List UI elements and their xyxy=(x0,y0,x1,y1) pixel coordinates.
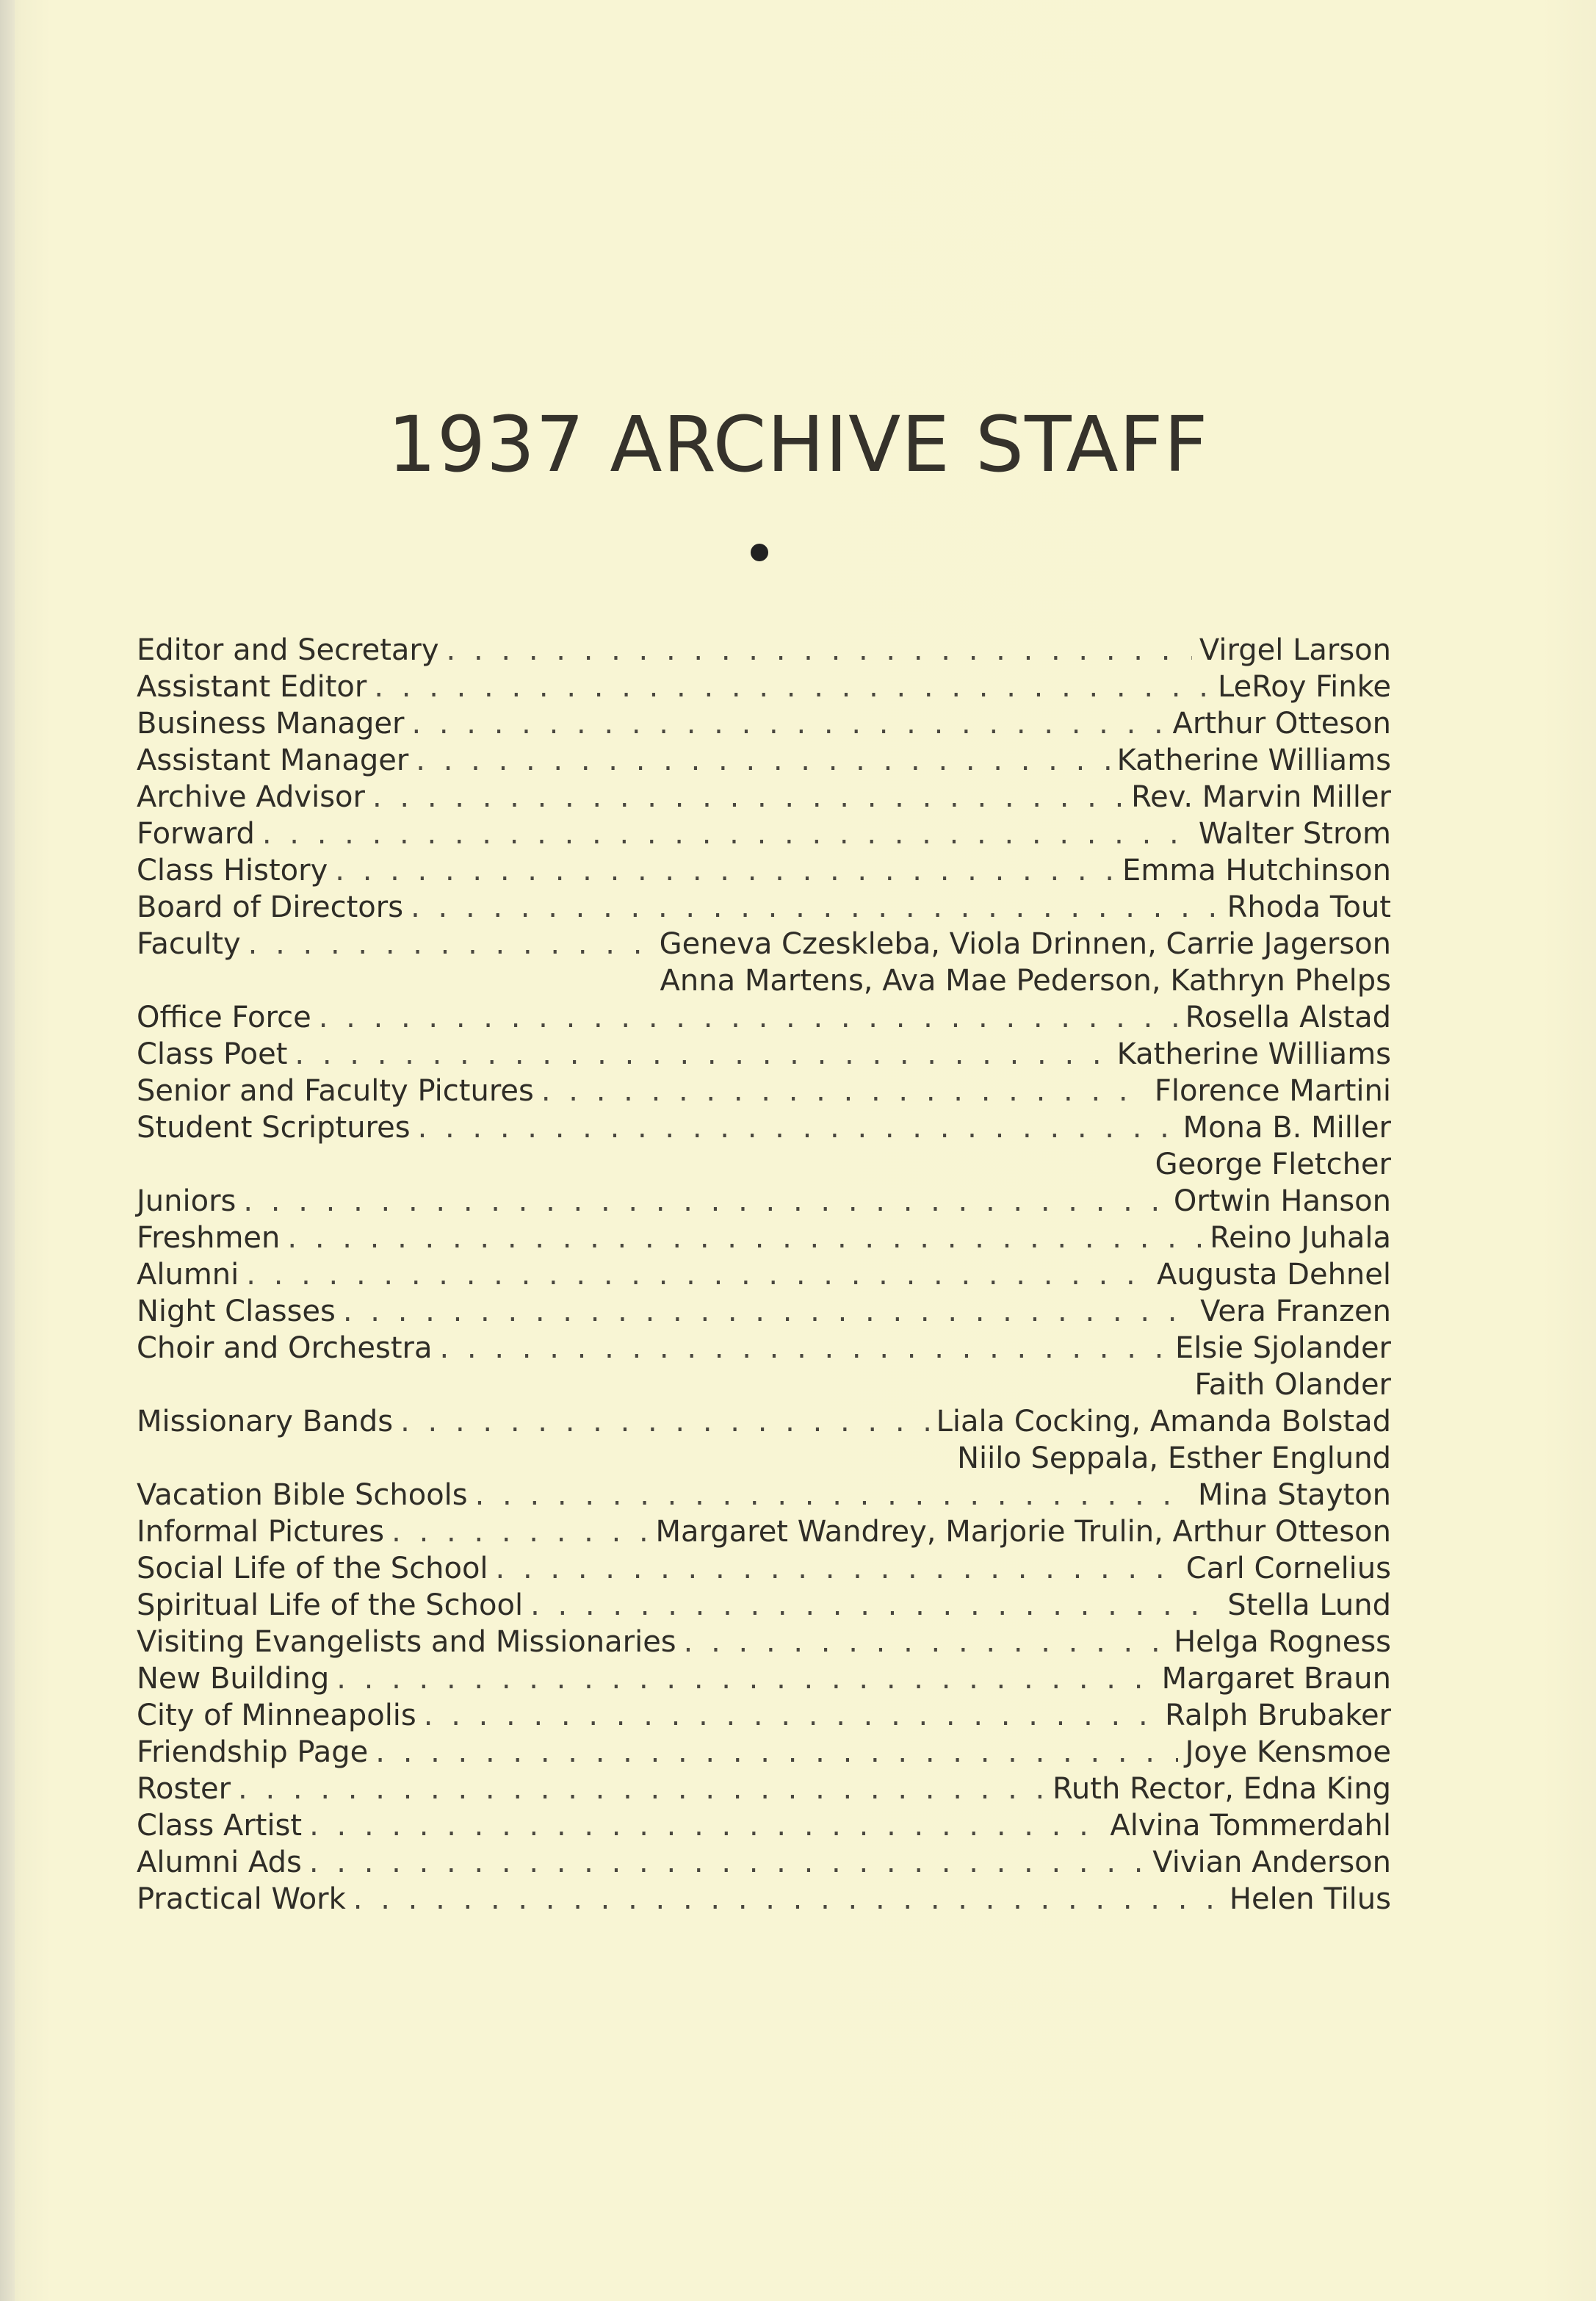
staff-entry-row xyxy=(137,1881,1391,1918)
staff-entry xyxy=(137,1220,1391,1256)
dot-leader xyxy=(336,1660,1154,1697)
staff-entry-row xyxy=(137,1293,1391,1330)
staff-role: New Building xyxy=(137,1662,330,1696)
staff-role: Choir and Orchestra xyxy=(137,1331,433,1365)
dot-leader xyxy=(374,669,1210,705)
staff-entry xyxy=(137,889,1391,926)
staff-entry-row xyxy=(137,1183,1391,1220)
staff-role: Alumni Ads xyxy=(137,1846,302,1879)
staff-entry-row xyxy=(137,889,1391,926)
staff-role: Informal Pictures xyxy=(137,1515,385,1549)
staff-name-continued: Niilo Seppala, Esther Englund xyxy=(957,1441,1391,1475)
staff-entry xyxy=(137,999,1391,1036)
staff-name: Margaret Braun xyxy=(1161,1662,1391,1696)
staff-name: Walter Strom xyxy=(1198,817,1391,851)
staff-name: Reino Juhala xyxy=(1210,1221,1391,1255)
staff-entry-row xyxy=(137,1587,1391,1624)
dot-leader xyxy=(309,1844,1145,1881)
staff-entry xyxy=(137,815,1391,852)
staff-entry-row xyxy=(137,669,1391,705)
staff-role: Student Scriptures xyxy=(137,1111,411,1145)
staff-entry xyxy=(137,1660,1391,1697)
staff-entry xyxy=(137,1183,1391,1220)
staff-name: LeRoy Finke xyxy=(1218,670,1391,704)
staff-role: Roster xyxy=(137,1772,231,1806)
staff-entry-row xyxy=(137,1513,1391,1550)
staff-entry-row xyxy=(137,1256,1391,1293)
staff-entry xyxy=(137,705,1391,742)
staff-role: Office Force xyxy=(137,1001,311,1034)
dot-leader xyxy=(319,999,1178,1036)
dot-leader xyxy=(353,1881,1222,1918)
dot-leader xyxy=(496,1550,1179,1587)
staff-entry-row xyxy=(137,999,1391,1036)
staff-entry xyxy=(137,1293,1391,1330)
dot-leader xyxy=(248,926,652,962)
staff-name: Emma Hutchinson xyxy=(1122,854,1391,887)
dot-leader xyxy=(411,705,1165,742)
staff-name: Mina Stayton xyxy=(1198,1478,1391,1512)
staff-name: Helen Tilus xyxy=(1229,1882,1391,1916)
staff-entry xyxy=(137,1477,1391,1513)
staff-role: Missionary Bands xyxy=(137,1405,394,1438)
staff-entry xyxy=(137,1734,1391,1771)
dot-leader xyxy=(439,1330,1167,1366)
staff-entry xyxy=(137,742,1391,779)
staff-entry-row xyxy=(137,815,1391,852)
staff-entry xyxy=(137,926,1391,999)
staff-entry xyxy=(137,1550,1391,1587)
staff-role: Friendship Page xyxy=(137,1735,369,1769)
staff-entry-row xyxy=(137,1109,1391,1146)
staff-entry xyxy=(137,1073,1391,1109)
staff-entry-row xyxy=(137,1771,1391,1807)
dot-leader xyxy=(424,1697,1158,1734)
staff-entry xyxy=(137,779,1391,815)
staff-name: Virgel Larson xyxy=(1199,633,1391,667)
staff-name-continued: George Fletcher xyxy=(1155,1148,1391,1181)
staff-name: Helga Rogness xyxy=(1174,1625,1391,1659)
dot-leader xyxy=(295,1036,1109,1073)
staff-entry-row xyxy=(137,1220,1391,1256)
staff-name: Geneva Czeskleba, Viola Drinnen, Carrie Jagerson xyxy=(659,927,1391,961)
staff-role: Night Classes xyxy=(137,1294,336,1328)
staff-role: Visiting Evangelists and Missionaries xyxy=(137,1625,676,1659)
staff-entry-row xyxy=(137,1036,1391,1073)
staff-role: Assistant Manager xyxy=(137,743,409,777)
staff-role: Class Artist xyxy=(137,1809,303,1843)
staff-entry-row xyxy=(137,1697,1391,1734)
staff-name: Katherine Williams xyxy=(1116,743,1391,777)
staff-name: Joye Kensmoe xyxy=(1185,1735,1391,1769)
staff-entry xyxy=(137,1771,1391,1807)
staff-entry-row xyxy=(137,1073,1391,1109)
staff-role: Faculty xyxy=(137,927,241,961)
staff-role: Editor and Secretary xyxy=(137,633,439,667)
dot-leader xyxy=(375,1734,1177,1771)
staff-entry xyxy=(137,852,1391,889)
staff-entry-row xyxy=(137,852,1391,889)
page-spine-edge xyxy=(0,0,15,2301)
staff-role: Vacation Bible Schools xyxy=(137,1478,468,1512)
staff-entry-row xyxy=(137,742,1391,779)
staff-name: Stella Lund xyxy=(1227,1588,1391,1622)
staff-name: Arthur Otteson xyxy=(1172,707,1391,741)
staff-name: Ortwin Hanson xyxy=(1173,1184,1391,1218)
staff-entry xyxy=(137,669,1391,705)
staff-entry-row xyxy=(137,926,1391,962)
staff-name: Katherine Williams xyxy=(1116,1037,1391,1071)
dot-leader xyxy=(262,815,1191,852)
dot-leader xyxy=(475,1477,1191,1513)
staff-role: Assistant Editor xyxy=(137,670,367,704)
staff-entry xyxy=(137,1513,1391,1550)
staff-entry xyxy=(137,1036,1391,1073)
staff-entry xyxy=(137,1330,1391,1403)
staff-role: Business Manager xyxy=(137,707,405,741)
staff-name: Florence Martini xyxy=(1154,1074,1391,1108)
staff-entry-row xyxy=(137,705,1391,742)
staff-name: Margaret Wandrey, Marjorie Trulin, Arthur Otteson xyxy=(655,1515,1391,1549)
staff-name: Mona B. Miller xyxy=(1182,1111,1391,1145)
dot-leader xyxy=(541,1073,1147,1109)
page-title: 1937 ARCHIVE STAFF xyxy=(387,400,1209,489)
staff-role: Class History xyxy=(137,854,328,887)
staff-role: Juniors xyxy=(137,1184,236,1218)
staff-entry-row xyxy=(137,1660,1391,1697)
staff-role: Board of Directors xyxy=(137,890,404,924)
staff-role: Senior and Faculty Pictures xyxy=(137,1074,534,1108)
dot-leader xyxy=(391,1513,648,1550)
staff-entry-row xyxy=(137,779,1391,815)
dot-leader xyxy=(400,1403,929,1440)
staff-name: Liala Cocking, Amanda Bolstad xyxy=(936,1405,1391,1438)
staff-name: Augusta Dehnel xyxy=(1156,1258,1391,1292)
dot-leader xyxy=(416,742,1109,779)
dot-leader xyxy=(246,1256,1149,1293)
staff-name: Ralph Brubaker xyxy=(1165,1699,1391,1732)
staff-role: Alumni xyxy=(137,1258,239,1292)
staff-name: Alvina Tommerdahl xyxy=(1110,1809,1391,1843)
staff-role: Forward xyxy=(137,817,255,851)
staff-name: Ruth Rector, Edna King xyxy=(1052,1772,1391,1806)
staff-role: Social Life of the School xyxy=(137,1552,488,1585)
dot-leader xyxy=(343,1293,1193,1330)
dot-leader xyxy=(447,632,1192,669)
staff-entry xyxy=(137,1587,1391,1624)
staff-entry-row xyxy=(137,632,1391,669)
dot-leader xyxy=(309,1807,1102,1844)
dot-leader xyxy=(372,779,1124,815)
dot-leader xyxy=(411,889,1220,926)
staff-entry xyxy=(137,1807,1391,1844)
staff-entry-row xyxy=(137,1624,1391,1660)
dot-leader xyxy=(418,1109,1176,1146)
staff-entry xyxy=(137,1256,1391,1293)
staff-name: Carl Cornelius xyxy=(1185,1552,1391,1585)
staff-entry xyxy=(137,1109,1391,1183)
staff-name: Vivian Anderson xyxy=(1152,1846,1391,1879)
staff-role: Spiritual Life of the School xyxy=(137,1588,524,1622)
staff-list xyxy=(137,632,1391,1918)
dot-leader xyxy=(243,1183,1166,1220)
staff-entry-row xyxy=(137,1844,1391,1881)
staff-role: Class Poet xyxy=(137,1037,288,1071)
staff-entry xyxy=(137,1403,1391,1477)
staff-entry xyxy=(137,1844,1391,1881)
dot-leader xyxy=(684,1624,1166,1660)
staff-entry-row xyxy=(137,1477,1391,1513)
staff-entry-row xyxy=(137,1330,1391,1366)
staff-name: Rosella Alstad xyxy=(1185,1001,1391,1034)
dot-leader xyxy=(238,1771,1045,1807)
staff-name-continued: Anna Martens, Ava Mae Pederson, Kathryn Phelps xyxy=(660,964,1391,998)
staff-entry xyxy=(137,1697,1391,1734)
staff-entry xyxy=(137,1624,1391,1660)
staff-entry-row xyxy=(137,1550,1391,1587)
staff-name-continued: Faith Olander xyxy=(1194,1368,1391,1402)
staff-entry-row xyxy=(137,1734,1391,1771)
bullet-ornament xyxy=(751,544,768,561)
staff-name: Rev. Marvin Miller xyxy=(1131,780,1391,814)
staff-entry xyxy=(137,632,1391,669)
staff-name: Vera Franzen xyxy=(1200,1294,1391,1328)
staff-role: Freshmen xyxy=(137,1221,281,1255)
dot-leader xyxy=(287,1220,1202,1256)
staff-entry-row xyxy=(137,1807,1391,1844)
staff-role: Archive Advisor xyxy=(137,780,365,814)
staff-entry-row xyxy=(137,1403,1391,1440)
staff-role: City of Minneapolis xyxy=(137,1699,416,1732)
staff-name: Elsie Sjolander xyxy=(1174,1331,1391,1365)
staff-role: Practical Work xyxy=(137,1882,346,1916)
dot-leader xyxy=(530,1587,1220,1624)
staff-name: Rhoda Tout xyxy=(1227,890,1391,924)
dot-leader xyxy=(335,852,1115,889)
staff-entry xyxy=(137,1881,1391,1918)
